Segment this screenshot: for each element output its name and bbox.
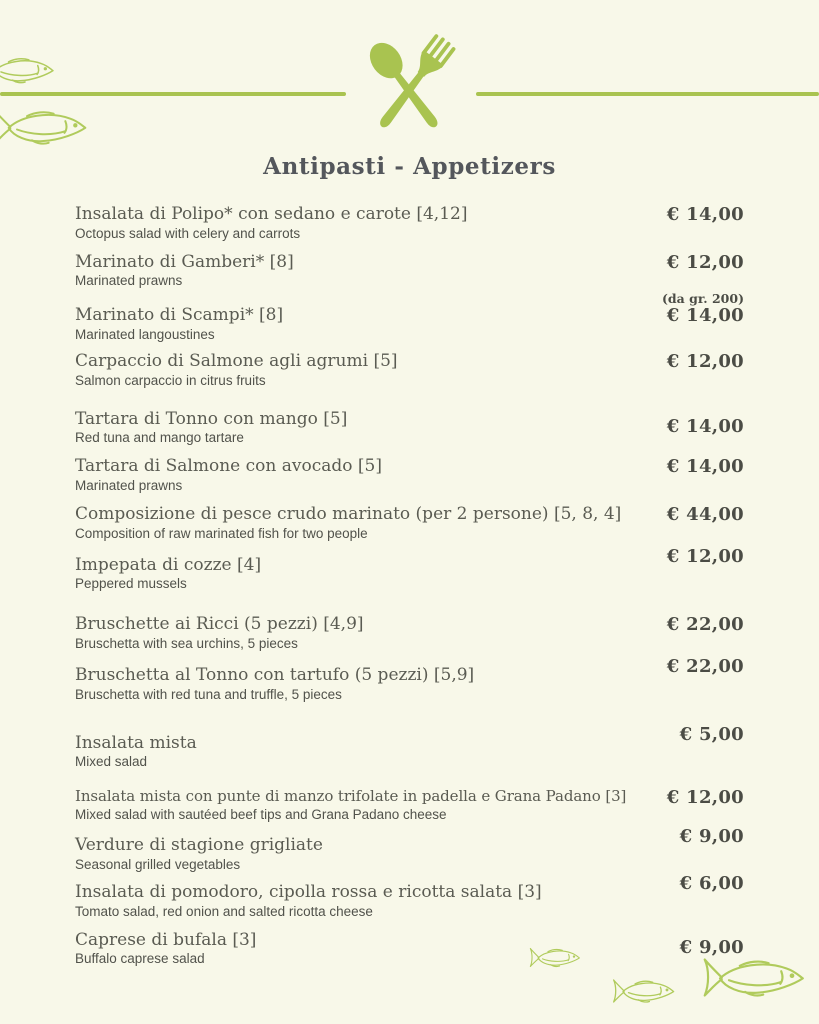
item-price: € 12,00 (666, 251, 744, 273)
header-divider-right (476, 92, 819, 96)
item-price-block (653, 252, 744, 273)
item-price: € 12,00 (666, 787, 744, 809)
item-price: € 14,00 (666, 204, 744, 225)
fish-icon (0, 106, 92, 148)
item-price: € 9,00 (679, 936, 744, 958)
item-price: € 6,00 (679, 873, 744, 895)
menu-item (75, 614, 744, 652)
item-name: Tartara di Salmone con avocado [5] (75, 456, 382, 477)
item-name: Bruschetta al Tonno con tartufo (5 pezzi) [5,9] (75, 664, 475, 685)
item-price: € 12,00 (666, 545, 744, 567)
item-description: Marinated prawns (75, 273, 183, 289)
menu-item (75, 930, 744, 968)
item-name: Impepata di cozze [4] (75, 554, 262, 575)
menu-item (75, 545, 744, 593)
item-price-block (653, 351, 744, 372)
fish-icon (0, 54, 58, 86)
menu-item (75, 504, 744, 542)
item-price: € 14,00 (666, 415, 744, 437)
item-price-block (653, 504, 744, 525)
item-price: € 14,00 (666, 305, 744, 327)
item-description: Marinated langoustines (75, 327, 215, 343)
item-description: Mixed salad (75, 754, 148, 770)
page-title: Antipasti - Appetizers (263, 153, 556, 180)
menu-item (75, 351, 744, 389)
item-description: Tomato salad, red onion and salted ricotta cheese (75, 903, 373, 919)
item-name: Verdure di stagione grigliate (75, 835, 323, 856)
item-price-block (653, 456, 744, 477)
menu-item (75, 723, 744, 771)
item-price: € 44,00 (666, 503, 744, 525)
menu-list (75, 204, 744, 967)
menu-item (75, 873, 744, 920)
item-price-block (666, 930, 744, 958)
item-name: Marinato di Scampi* [8] (75, 305, 284, 326)
header-divider-left (0, 92, 346, 96)
item-price-block (666, 723, 744, 754)
menu-item (75, 826, 744, 873)
item-description: Red tuna and mango tartare (75, 430, 244, 446)
item-name: Carpaccio di Salmone agli agrumi [5] (75, 350, 398, 371)
item-price: € 9,00 (679, 826, 744, 848)
item-price-block (653, 787, 744, 808)
item-price-block (666, 826, 744, 856)
item-description: Buffalo caprese salad (75, 951, 205, 967)
menu-item (75, 291, 744, 343)
item-description: Bruschetta with sea urchins, 5 pieces (75, 635, 298, 651)
fish-icon (529, 946, 583, 969)
item-description: Salmon carpaccio in citrus fruits (75, 372, 266, 388)
item-name: Caprese di bufala [3] (75, 929, 257, 950)
fish-icon (612, 977, 678, 1005)
item-description: Octopus salad with celery and carrots (75, 225, 301, 241)
menu-item (75, 204, 744, 242)
item-name: Insalata mista con punte di manzo trifolate in padella e Grana Padano [3] (75, 787, 627, 806)
crossed-cutlery-icon (333, 18, 483, 168)
item-price: € 5,00 (679, 723, 744, 745)
item-name: Composizione di pesce crudo marinato (per 2 persone) [5, 8, 4] (75, 503, 622, 524)
item-description: Marinated prawns (75, 478, 183, 494)
item-price-block (653, 545, 744, 576)
item-name: Bruschette ai Ricci (5 pezzi) [4,9] (75, 614, 364, 635)
item-price-block (653, 291, 744, 327)
item-price: € 22,00 (666, 655, 744, 677)
menu-item (75, 456, 744, 494)
item-price-block (653, 204, 744, 225)
menu-item (75, 655, 744, 703)
menu-item (75, 409, 744, 447)
item-description: Peppered mussels (75, 576, 187, 592)
item-price: € 14,00 (666, 456, 744, 478)
item-price-block (653, 655, 744, 686)
item-description: Seasonal grilled vegetables (75, 857, 241, 873)
item-price-block (666, 873, 744, 903)
menu-item (75, 252, 744, 290)
item-price-block (653, 614, 744, 635)
item-description: Mixed salad with sautéed beef tips and Grana Padano cheese (75, 806, 447, 822)
item-name: Tartara di Tonno con mango [5] (75, 408, 348, 429)
item-name: Insalata di Polipo* con sedano e carote [4,12] (75, 204, 468, 224)
item-description: Composition of raw marinated fish for two people (75, 525, 368, 541)
fish-icon (702, 955, 810, 1000)
item-price: € 22,00 (666, 614, 744, 636)
item-name: Marinato di Gamberi* [8] (75, 251, 294, 272)
item-price-block (653, 409, 744, 437)
menu-item (75, 787, 744, 822)
item-price: € 12,00 (666, 350, 744, 372)
item-description: Bruschetta with red tuna and truffle, 5 pieces (75, 686, 342, 702)
item-name: Insalata mista (75, 732, 197, 753)
item-price-note: (da gr. 200) (662, 291, 744, 307)
item-name: Insalata di pomodoro, cipolla rossa e ricotta salata [3] (75, 882, 542, 903)
